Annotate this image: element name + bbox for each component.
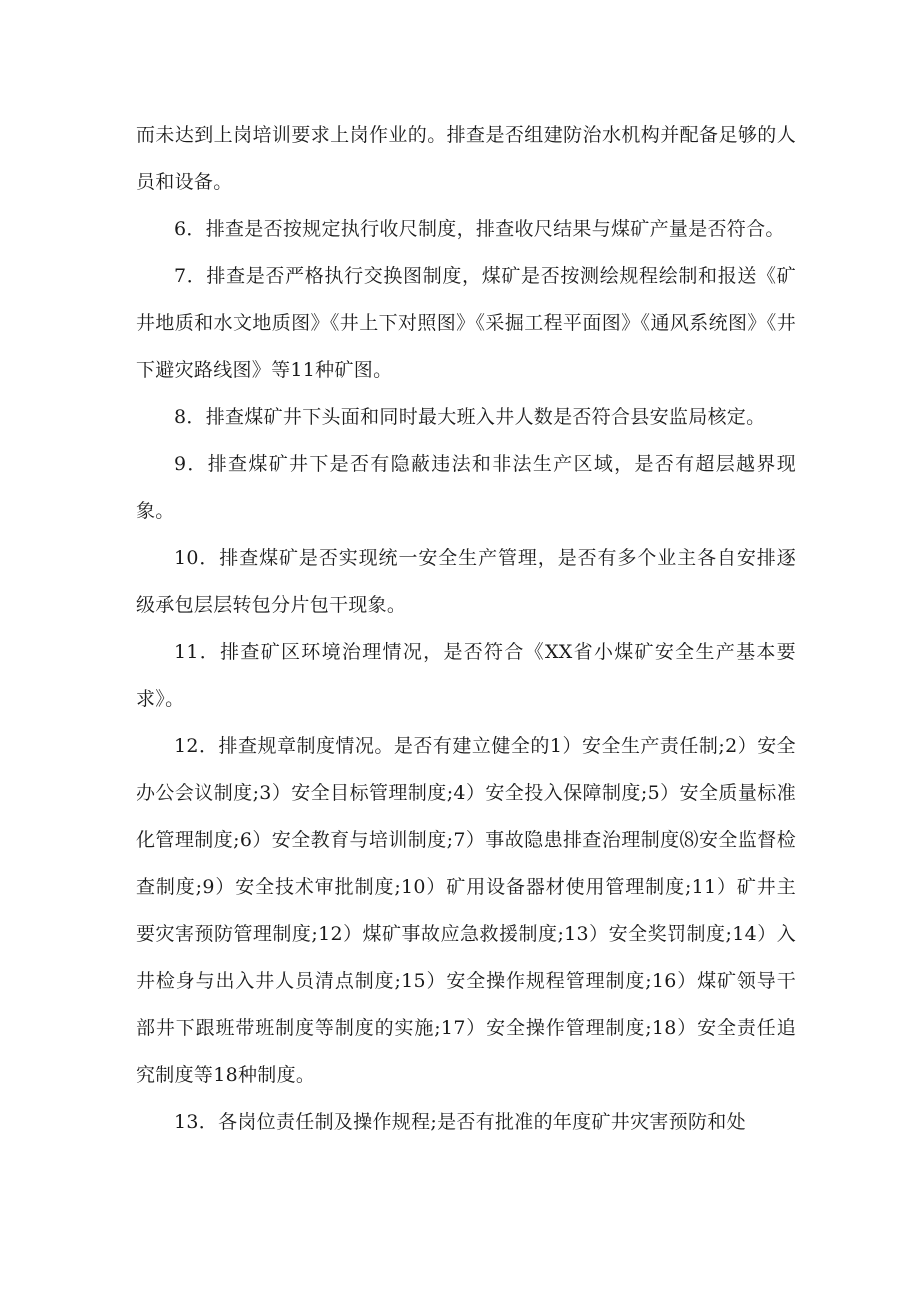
paragraph-item-13: 13．各岗位责任制及操作规程;是否有批准的年度矿井灾害预防和处 xyxy=(174,1111,746,1133)
paragraph-continuation: 而未达到上岗培训要求上岗作业的。排查是否组建防治水机构并配备足够的人员和设备。 xyxy=(136,124,796,193)
paragraph-item-6: 6．排查是否按规定执行收尺制度，排查收尺结果与煤矿产量是否符合。 xyxy=(174,218,785,240)
paragraph-item-12: 12．排查规章制度情况。是否有建立健全的1）安全生产责任制;2）安全办公会议制度;3）安全目标管理制度;4）安全投入保障制度;5）安全质量标准化管理制度;6）安全教育与培训制度;7）事故隐患排查治理制度⑻安全监督检查制度;9）安全技术审批制度;10）矿用设备器材使用管理制度;11）矿井主要灾害预防管理制度;12）煤矿事故应急救援制度;13）安全奖罚制度;14）入井检身与出入井人员清点制度;15）安全操作规程管理制度;16）煤矿领导干部井下跟班带班制度等制度的实施;17）安全操作管理制度;18）安全责任追究制度等18种制度。 xyxy=(136,735,796,1086)
paragraph-item-9: 9．排查煤矿井下是否有隐蔽违法和非法生产区域，是否有超层越界现象。 xyxy=(136,453,796,522)
paragraph-item-8: 8．排查煤矿井下头面和同时最大班入井人数是否符合县安监局核定。 xyxy=(174,406,766,428)
paragraph-item-10: 10．排查煤矿是否实现统一安全生产管理，是否有多个业主各自安排逐级承包层层转包分片包干现象。 xyxy=(136,547,796,616)
paragraph-item-11: 11．排查矿区环境治理情况，是否符合《XX省小煤矿安全生产基本要求》。 xyxy=(136,641,796,710)
paragraph-item-7: 7．排查是否严格执行交换图制度，煤矿是否按测绘规程绘制和报送《矿井地质和水文地质图》《井上下对照图》《采掘工程平面图》《通风系统图》《井下避灾路线图》等11种矿图。 xyxy=(136,265,796,381)
document-body xyxy=(136,112,796,1146)
